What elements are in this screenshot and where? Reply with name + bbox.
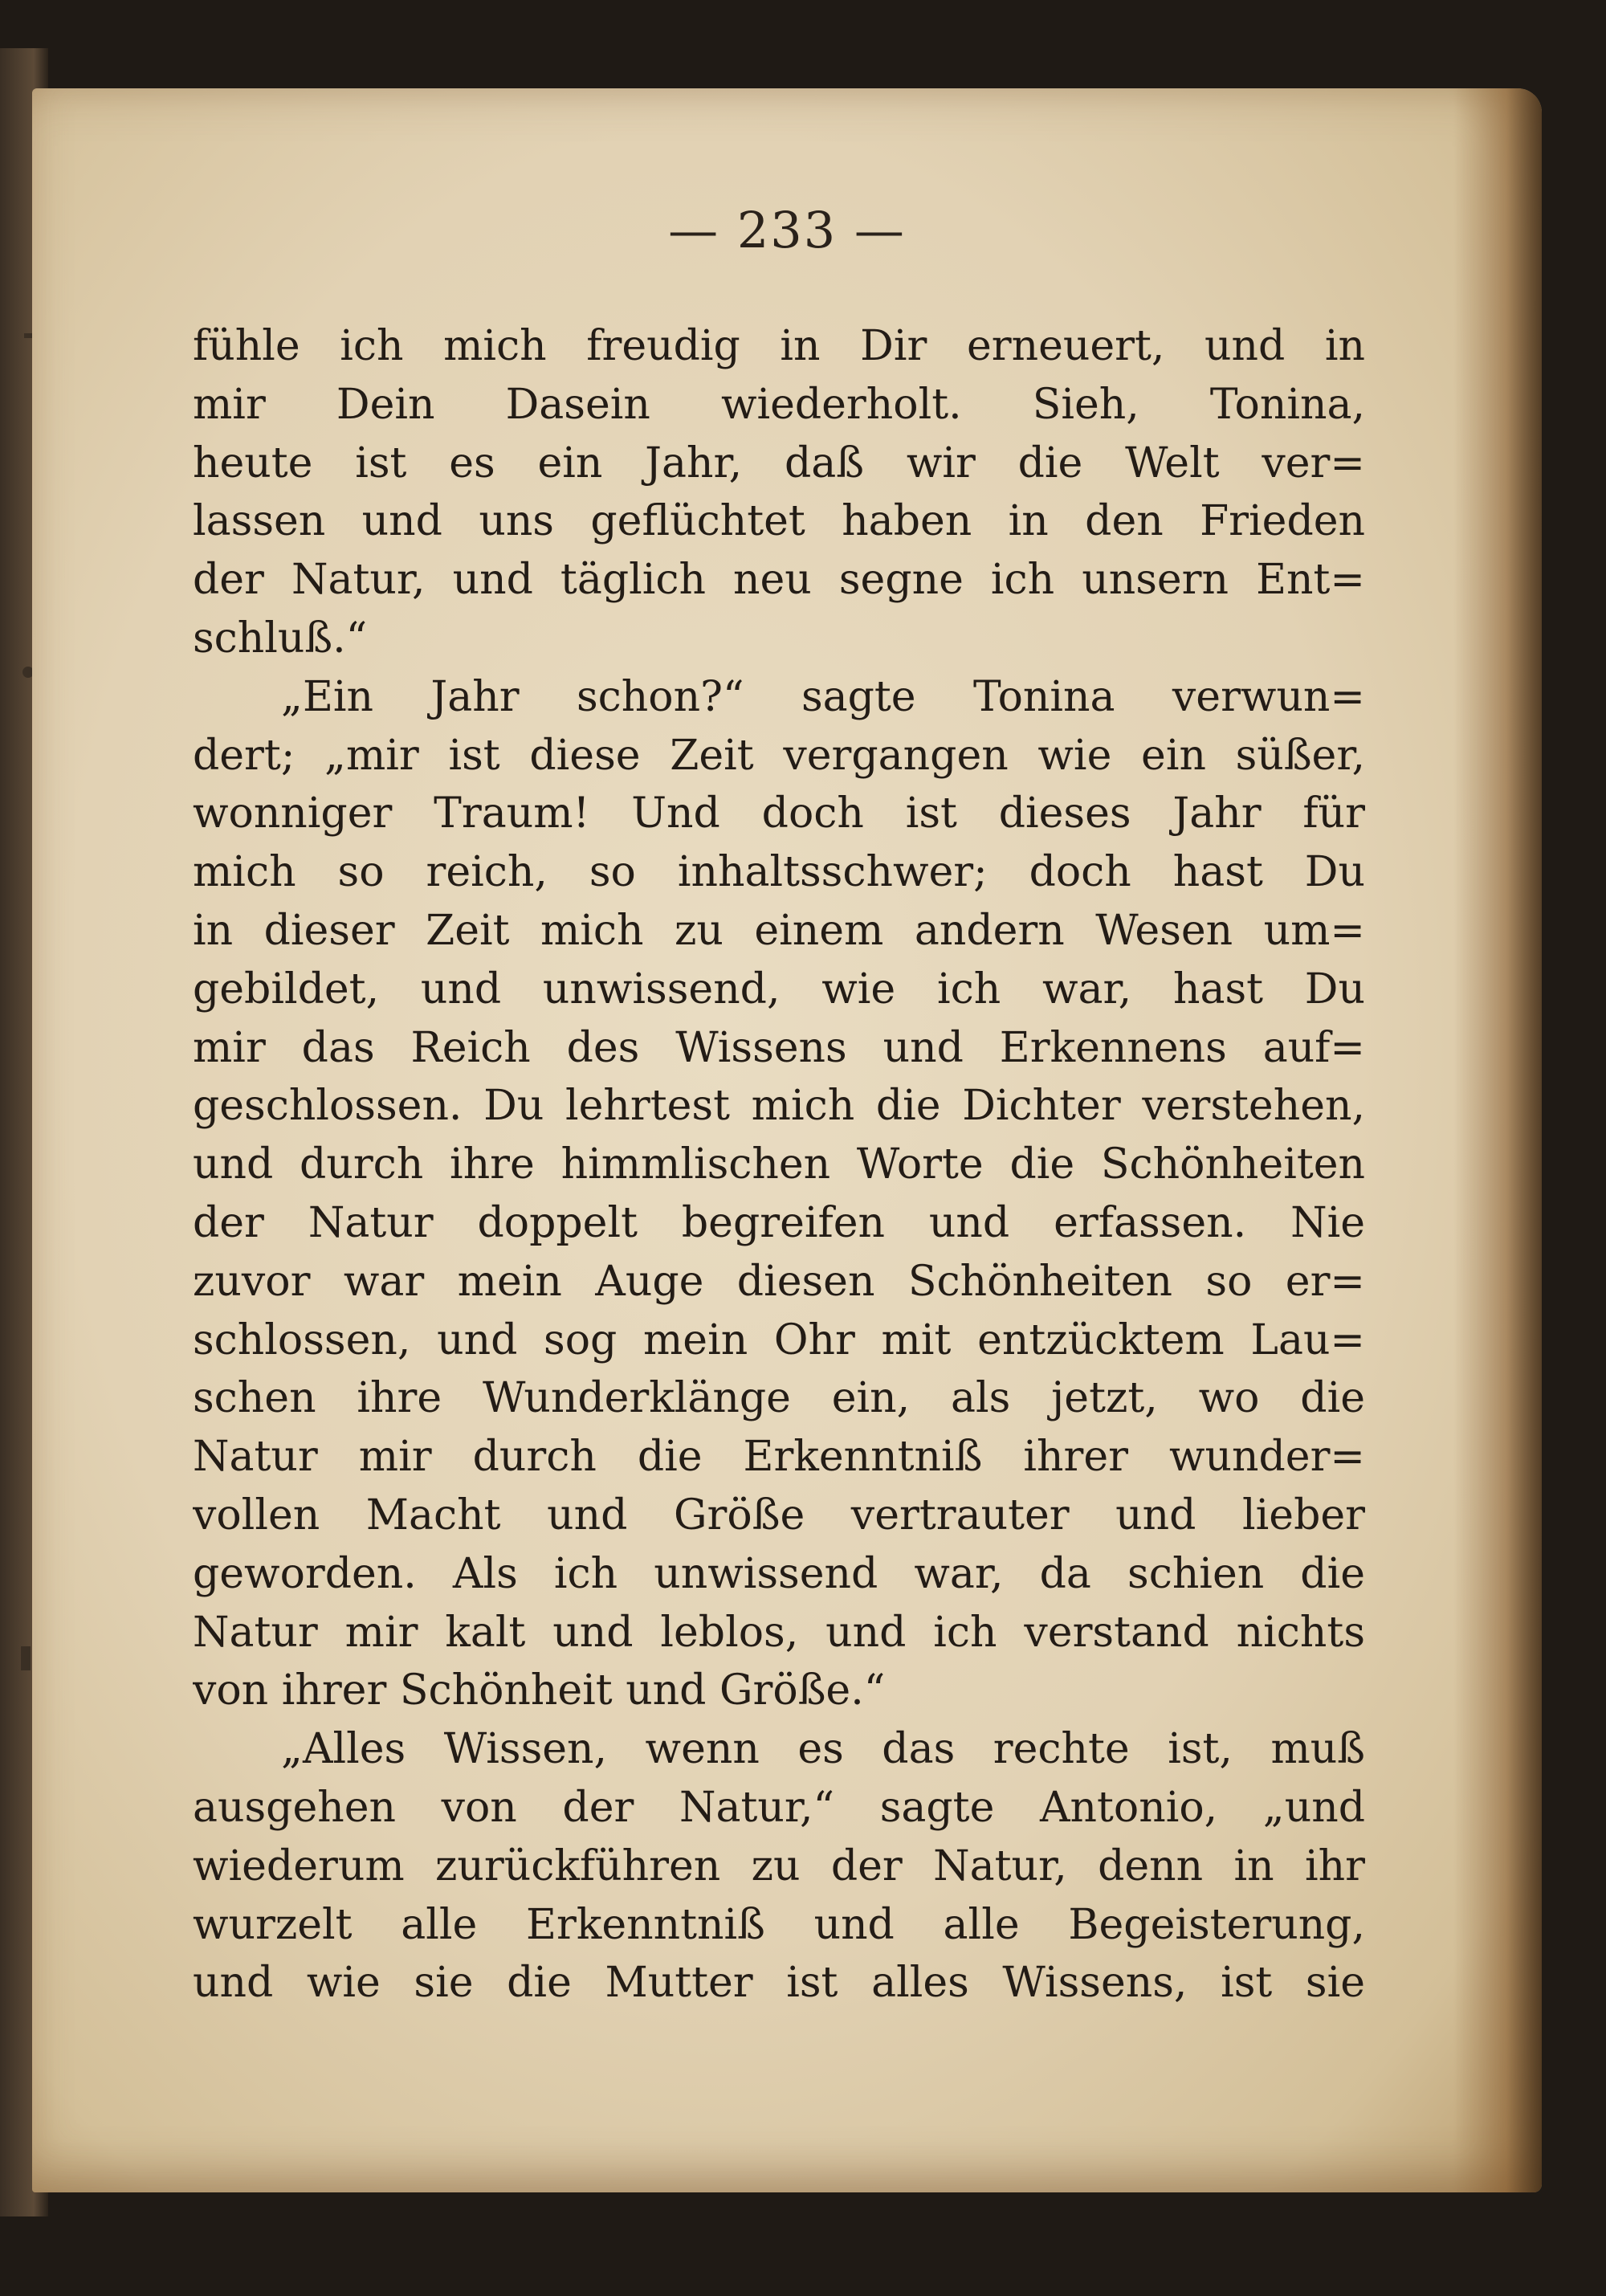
page-number: — 233 —	[668, 201, 906, 259]
text-line: ausgehen von der Natur,“ sagte Antonio, „und	[193, 1783, 1365, 1832]
text-line: lassen und uns geflüchtet haben in den Frieden	[193, 497, 1365, 546]
text-line: wonniger Traum! Und doch ist dieses Jahr für	[193, 789, 1365, 838]
text-line: Natur mir durch die Erkenntniß ihrer wunder=	[193, 1433, 1365, 1482]
text-line: von ihrer Schönheit und Größe.“	[193, 1666, 886, 1715]
text-line: „Alles Wissen, wenn es das rechte ist, muß	[281, 1725, 1365, 1774]
text-line: gebildet, und unwissend, wie ich war, hast Du	[193, 964, 1365, 1013]
margin-mark	[21, 1646, 31, 1670]
text-line: vollen Macht und Größe vertrauter und lieber	[193, 1491, 1365, 1540]
text-line: geworden. Als ich unwissend war, da schien die	[193, 1549, 1365, 1598]
text-line: der Natur doppelt begreifen und erfassen. Nie	[193, 1198, 1365, 1247]
text-line: Natur mir kalt und leblos, und ich verstand nichts	[193, 1608, 1365, 1657]
text-line: schluß.“	[193, 614, 368, 663]
text-line: dert; „mir ist diese Zeit vergangen wie ein süßer,	[193, 731, 1365, 780]
text-line: „Ein Jahr schon?“ sagte Tonina verwun=	[281, 672, 1365, 721]
text-line: geschlossen. Du lehrtest mich die Dichter verstehen,	[193, 1082, 1365, 1131]
text-line: wurzelt alle Erkenntniß und alle Begeisterung,	[193, 1900, 1365, 1949]
text-line: und wie sie die Mutter ist alles Wissens, ist sie	[193, 1959, 1365, 2008]
text-line: heute ist es ein Jahr, daß wir die Welt ver=	[193, 438, 1365, 487]
page-paper	[32, 88, 1542, 2192]
body-text	[193, 317, 1365, 2013]
text-line: mich so reich, so inhaltsschwer; doch hast Du	[193, 848, 1365, 897]
text-line: in dieser Zeit mich zu einem andern Wesen um=	[193, 906, 1365, 955]
text-line: mir Dein Dasein wiederholt. Sieh, Tonina,	[193, 380, 1365, 429]
text-line: zuvor war mein Auge diesen Schönheiten so er=	[193, 1257, 1365, 1306]
text-line: schlossen, und sog mein Ohr mit entzücktem Lau=	[193, 1315, 1365, 1364]
text-line: der Natur, und täglich neu segne ich unsern Ent=	[193, 556, 1365, 605]
text-line: und durch ihre himmlischen Worte die Schönheiten	[193, 1140, 1365, 1189]
text-line: fühle ich mich freudig in Dir erneuert, und in	[193, 322, 1365, 370]
page-edge-stain	[1453, 88, 1542, 2192]
text-line: schen ihre Wunderklänge ein, als jetzt, wo die	[193, 1374, 1365, 1423]
text-line: wiederum zurückführen zu der Natur, denn in ihr	[193, 1841, 1365, 1890]
text-line: mir das Reich des Wissens und Erkennens auf=	[193, 1023, 1365, 1072]
